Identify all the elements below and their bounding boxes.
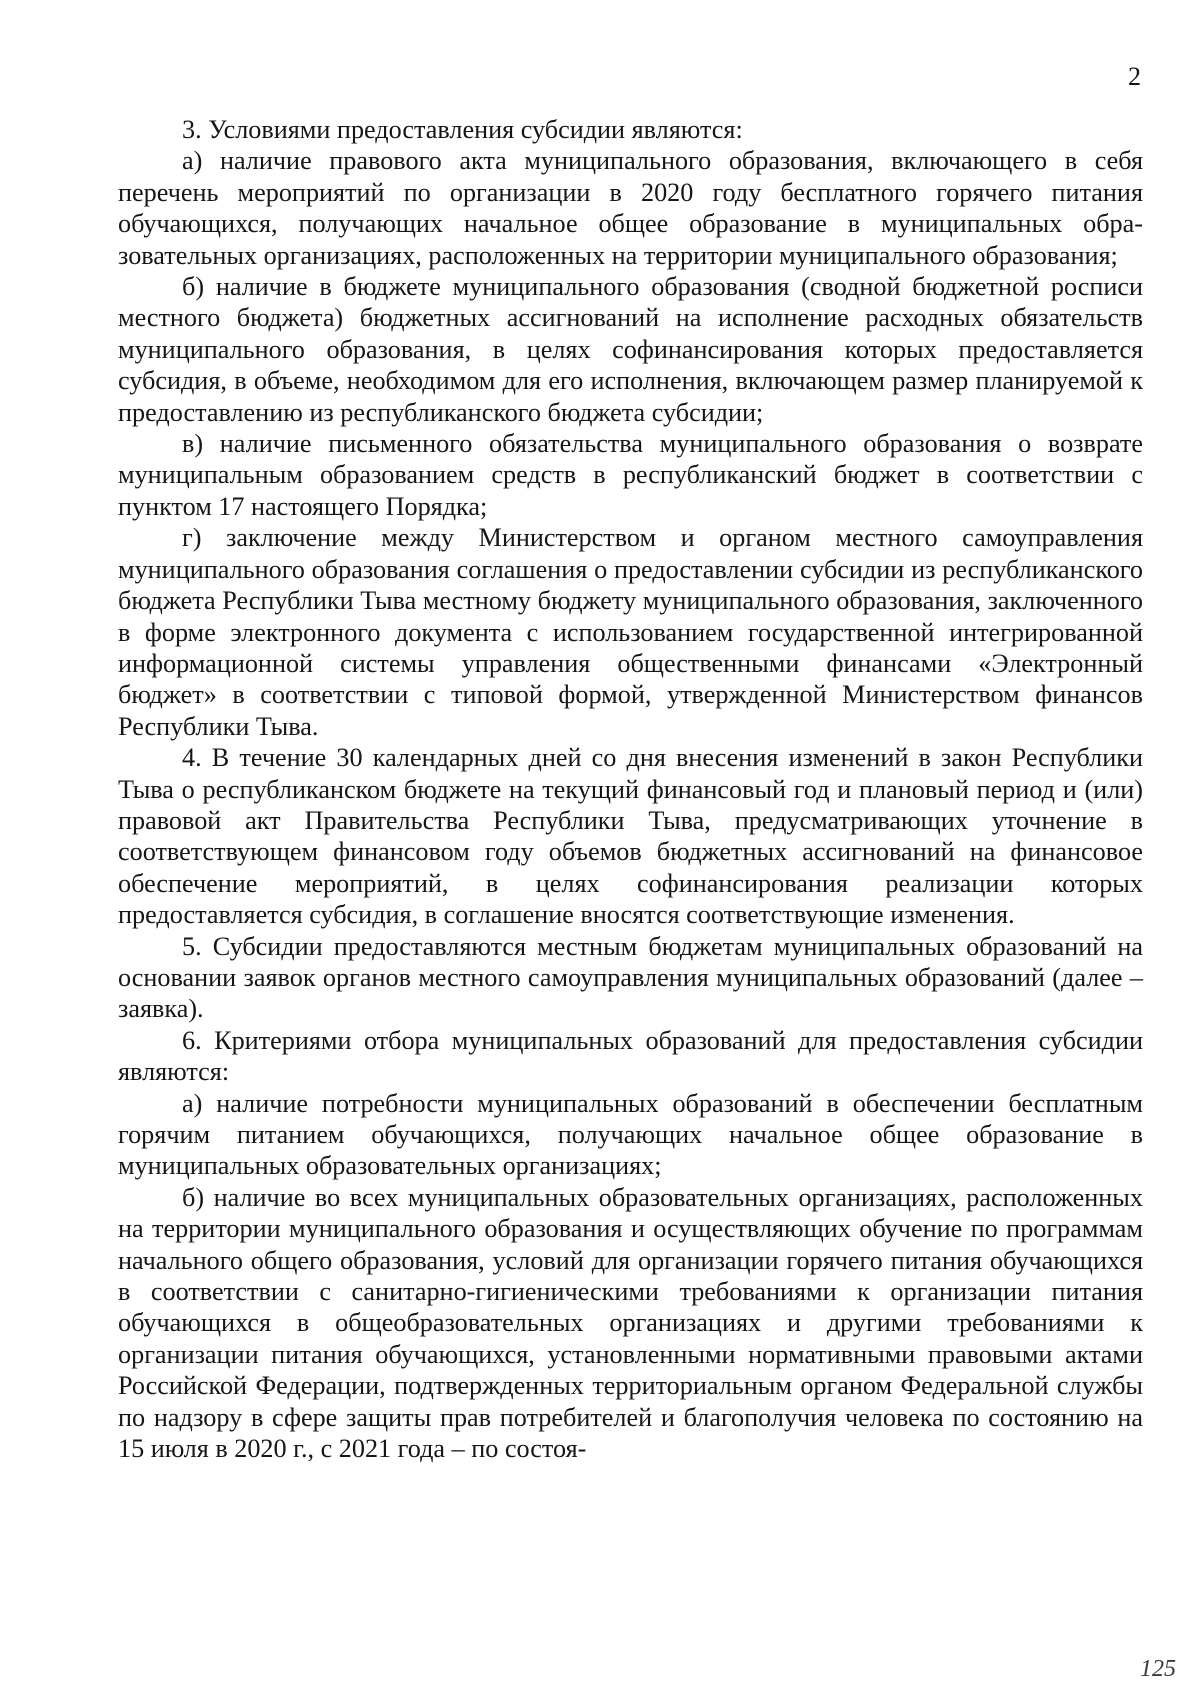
handwritten-corner-mark: 125 xyxy=(1140,1656,1176,1682)
page-number: 2 xyxy=(1128,62,1141,91)
paragraph-3-conditions: 3. Условиями предоставления субсидии являются: xyxy=(182,115,743,144)
paragraph-6b: б) наличие во всех муниципальных образовательных организациях, расположенных на территории муниципального образования и осуществляющих обучение по программам начального общего образования, условий для организации горячего питания обучающихся в соответствии с санитарно-гигиеническими требованиями к организации питания обучающихся в общеобразовательных организациях и другими требованиями к организации питания обучающихся, установленными нормативными правовыми актами Российской Федерации, подтвержденных территориальным органом Федеральной службы по надзору в сфере защиты прав потребителей и благополучия человека по состоянию на 15 июля в 2020 г., с 2021 года – по состоя- xyxy=(118,1182,1143,1464)
document-body xyxy=(118,114,1143,1464)
paragraph-5: 5. Субсидии предоставляются местным бюджетам муниципальных образований на основании заявок органов местного самоуправления муниципальных образований (далее – заявка). xyxy=(118,931,1143,1024)
paragraph-4: 4. В течение 30 календарных дней со дня внесения изменений в закон Республики Тыва о республиканском бюджете на текущий финансовый год и плановый период и (или) правовой акт Правительства Республики Тыва, предусматривающих уточнение в соответствующем финансовом году объемов бюджетных ассигнований на финансовое обеспечение мероприятий, в целях софинансирования реализации которых предоставляется субсидия, в соглашение вносятся соответствующие изменения. xyxy=(118,743,1143,930)
paragraph-3a: а) наличие правового акта муниципального образования, включающего в себя перечень мероприятий по организации в 2020 году бесплатного горячего питания обучающихся, получающих начальное общее образование в муниципальных образовательных организациях, расположенных на территории муниципального образования; xyxy=(118,146,1143,270)
paragraph-6a: а) наличие потребности муниципальных образований в обеспечении бесплатным горячим питанием обучающихся, получающих начальное общее образование в муниципальных образовательных организациях; xyxy=(118,1088,1143,1181)
paragraph-3g: г) заключение между Министерством и органом местного самоуправления муниципального образования соглашения о предоставлении субсидии из республиканского бюджета Республики Тыва местному бюджету муниципального образования, заключенного в форме электронного документа с использованием государственной интегрированной информационной системы управления общественными финансами «Электронный бюджет» в соответствии с типовой формой, утвержденной Министерством финансов Республики Тыва. xyxy=(118,523,1143,741)
paragraph-3b: б) наличие в бюджете муниципального образования (сводной бюджетной росписи местного бюджета) бюджетных ассигнований на исполнение расходных обязательств муниципального образования, в целях софинансирования которых предоставляется субсидия, в объеме, необходимом для его исполнения, включающем размер планируемой к предоставлению из республиканского бюджета субсидии; xyxy=(118,272,1143,427)
paragraph-3v: в) наличие письменного обязательства муниципального образования о возврате муниципальным образованием средств в республиканский бюджет в соответствии с пунктом 17 настоящего Порядка; xyxy=(118,429,1143,521)
paragraph-6-criteria: 6. Критериями отбора муниципальных образований для предоставления субсидии являются: xyxy=(118,1025,1143,1087)
